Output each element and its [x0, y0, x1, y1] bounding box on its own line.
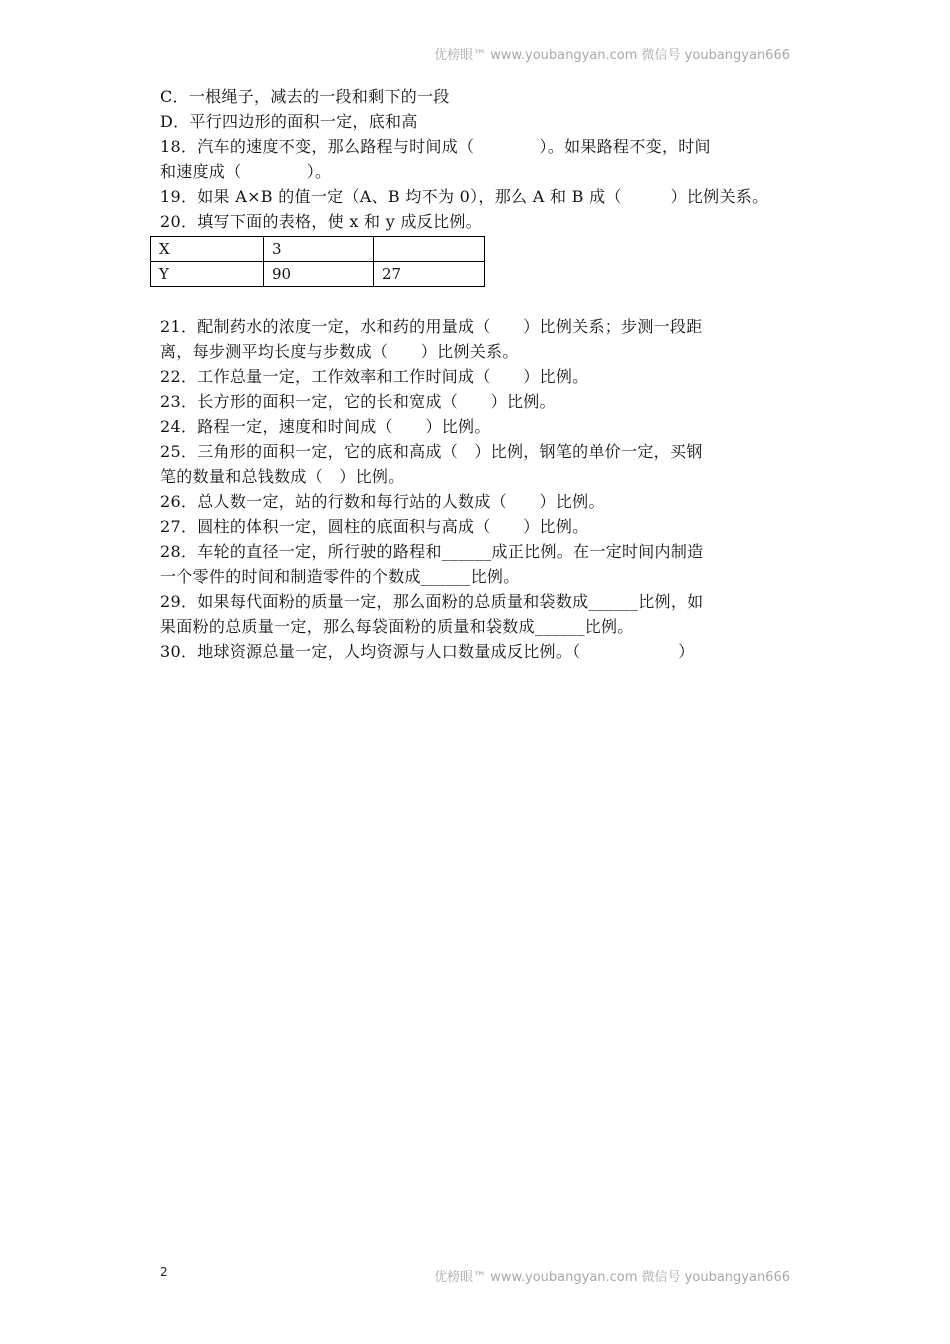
table-cell	[374, 237, 485, 262]
watermark-bottom: 优榜眼™ www.youbangyan.com 微信号 youbangyan666	[434, 1270, 790, 1285]
text-line: 19．如果 A×B 的值一定（A、B 均不为 0），那么 A 和 B 成（ ）比例关系。	[160, 187, 769, 206]
document-body	[160, 84, 792, 664]
text-line: 28．车轮的直径一定，所行驶的路程和______成正比例。在一定时间内制造	[160, 542, 704, 561]
table-cell: 90	[264, 262, 374, 287]
text-line: 一个零件的时间和制造零件的个数成______比例。	[160, 567, 520, 586]
text-line: 20．填写下面的表格，使 x 和 y 成反比例。	[160, 212, 482, 231]
text-line: 30．地球资源总量一定，人均资源与人口数量成反比例。（ ）	[160, 642, 695, 661]
text-line: 23．长方形的面积一定，它的长和宽成（ ）比例。	[160, 392, 556, 411]
table-row	[151, 237, 485, 262]
text-line: 24．路程一定，速度和时间成（ ）比例。	[160, 417, 491, 436]
text-line: 21．配制药水的浓度一定，水和药的用量成（ ）比例关系；步测一段距	[160, 317, 703, 336]
text-line: 22．工作总量一定，工作效率和工作时间成（ ）比例。	[160, 367, 589, 386]
text-line: D．平行四边形的面积一定，底和高	[160, 112, 418, 131]
text-line: 笔的数量和总钱数成（ ）比例。	[160, 467, 405, 486]
table-cell: 3	[264, 237, 374, 262]
watermark-top: 优榜眼™ www.youbangyan.com 微信号 youbangyan666	[434, 48, 790, 63]
text-line: 26．总人数一定，站的行数和每行站的人数成（ ）比例。	[160, 492, 605, 511]
text-line: 27．圆柱的体积一定，圆柱的底面积与高成（ ）比例。	[160, 517, 589, 536]
text-line: 离，每步测平均长度与步数成（ ）比例关系。	[160, 342, 519, 361]
page-number: 2	[160, 1265, 168, 1279]
table-cell: Y	[151, 262, 264, 287]
table-cell: X	[151, 237, 264, 262]
xy-table	[150, 236, 485, 287]
text-line: 25．三角形的面积一定，它的底和高成（ ）比例，钢笔的单价一定，买钢	[160, 442, 703, 461]
spacer	[160, 287, 792, 314]
text-line: 和速度成（ ）。	[160, 162, 332, 181]
text-line: 果面粉的总质量一定，那么每袋面粉的质量和袋数成______比例。	[160, 617, 634, 636]
table-cell: 27	[374, 262, 485, 287]
table-row	[151, 262, 485, 287]
text-line: C．一根绳子，减去的一段和剩下的一段	[160, 87, 450, 106]
text-line: 18．汽车的速度不变，那么路程与时间成（ ）。如果路程不变，时间	[160, 137, 711, 156]
text-line: 29．如果每代面粉的质量一定，那么面粉的总质量和袋数成______比例，如	[160, 592, 704, 611]
